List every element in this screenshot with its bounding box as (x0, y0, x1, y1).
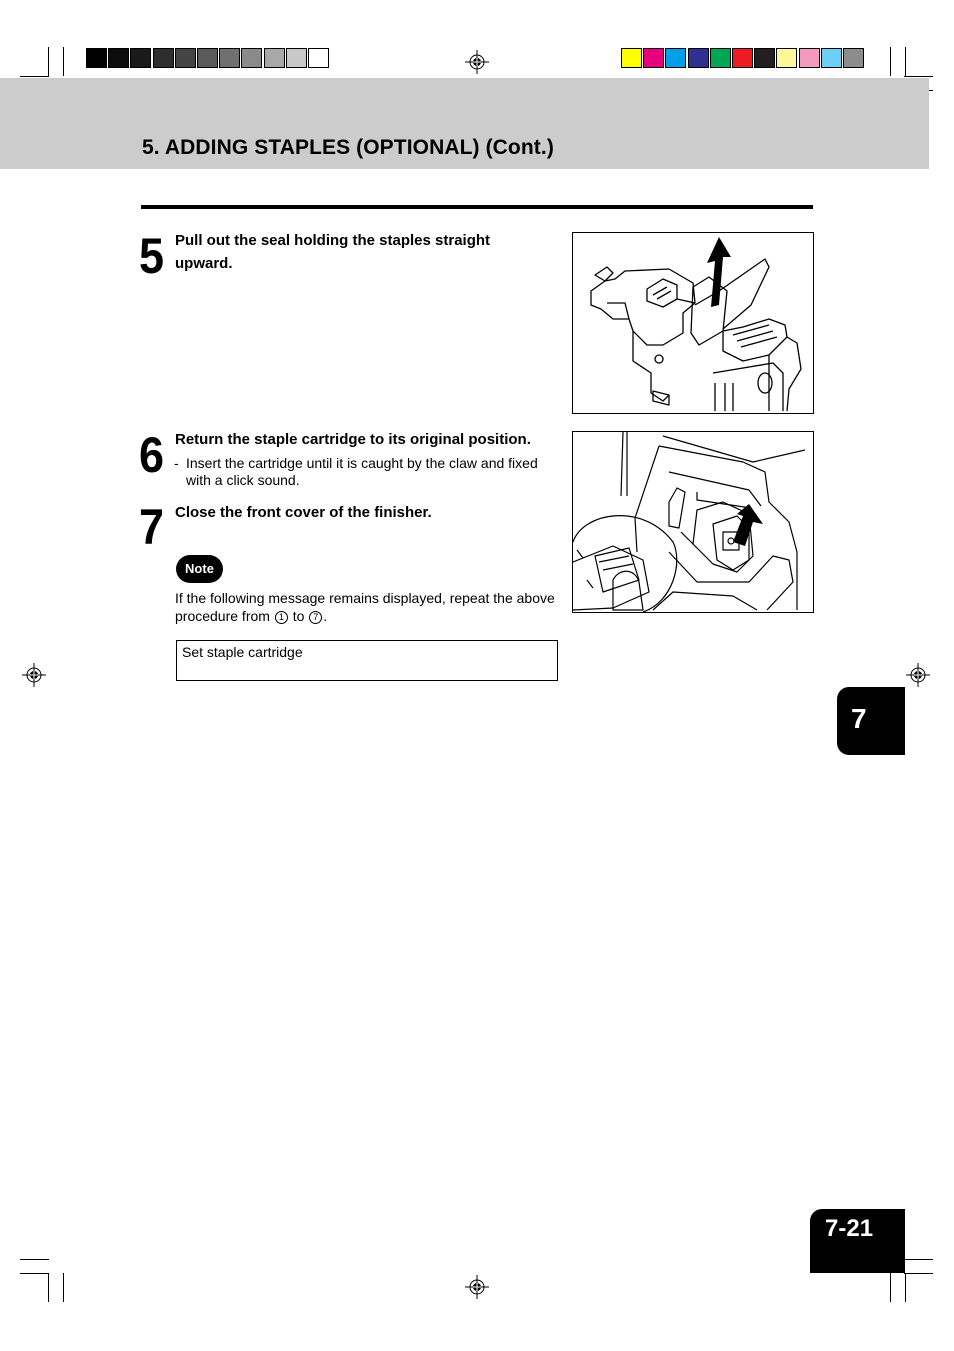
display-message: Set staple cartridge (182, 644, 303, 660)
cartridge-insert-illustration-icon (573, 432, 813, 612)
color-swatch (153, 48, 174, 68)
color-swatch (175, 48, 196, 68)
color-swatch (264, 48, 285, 68)
color-swatch (710, 48, 731, 68)
registration-mark-icon (22, 663, 46, 687)
crop-mark (48, 47, 49, 76)
crop-mark (904, 1259, 933, 1260)
instruction-line: Insert the cartridge until it is caught by the claw and fixed (186, 455, 538, 471)
crop-mark (890, 47, 891, 76)
figure-pull-seal (572, 232, 814, 414)
color-swatch (241, 48, 262, 68)
page-number-tab (810, 1209, 905, 1273)
crop-mark (20, 1259, 49, 1260)
registration-mark-icon (465, 1275, 489, 1299)
color-swatch (621, 48, 642, 68)
step-instruction (186, 455, 566, 489)
chapter-tab (837, 687, 905, 755)
note-line: If the following message remains displayed, repeat the above (175, 590, 555, 606)
display-message-box (176, 640, 558, 681)
color-swatch (732, 48, 753, 68)
step-number: 5 (139, 228, 163, 284)
chapter-number: 7 (851, 703, 867, 734)
step-ref-from: 1 (275, 611, 288, 624)
step-number: 7 (139, 499, 163, 555)
figure-insert-cartridge (572, 431, 814, 613)
color-swatch (108, 48, 129, 68)
note-text (175, 589, 570, 625)
note-line (175, 607, 570, 625)
crop-mark (63, 1273, 64, 1302)
step-title: Close the front cover of the finisher. (175, 504, 432, 521)
crop-mark (63, 47, 64, 76)
step-title (175, 229, 490, 275)
section-rule (141, 205, 813, 209)
crop-mark (48, 1273, 49, 1302)
color-swatch (821, 48, 842, 68)
color-swatch (219, 48, 240, 68)
bullet-dash: - (174, 455, 179, 471)
color-swatch (86, 48, 107, 68)
crop-mark (904, 1273, 933, 1274)
crop-mark (20, 1273, 49, 1274)
color-swatch (643, 48, 664, 68)
step-ref-to: 7 (309, 611, 322, 624)
color-swatch (688, 48, 709, 68)
instruction-line: with a click sound. (186, 472, 300, 488)
color-swatch (799, 48, 820, 68)
color-swatch (754, 48, 775, 68)
note-connector: to (292, 608, 305, 624)
section-title: 5. ADDING STAPLES (OPTIONAL) (Cont.) (142, 136, 554, 159)
crop-mark (904, 76, 933, 77)
color-swatch (776, 48, 797, 68)
stapler-seal-illustration-icon (573, 233, 813, 413)
page-number: 7-21 (825, 1215, 874, 1242)
crop-mark (890, 1273, 891, 1302)
crop-mark (905, 47, 906, 76)
note-badge: Note (176, 555, 223, 583)
note-prefix: procedure from (175, 608, 270, 624)
color-swatch (197, 48, 218, 68)
color-swatch (286, 48, 307, 68)
color-swatch (308, 48, 329, 68)
crop-mark (20, 76, 49, 77)
step-title-line: upward. (175, 255, 233, 272)
color-swatch (843, 48, 864, 68)
step-number: 6 (139, 427, 163, 483)
note-suffix: . (323, 608, 328, 624)
color-swatch (130, 48, 151, 68)
crop-mark (905, 1273, 906, 1302)
step-title-line: Pull out the seal holding the staples straight (175, 232, 491, 249)
step-title: Return the staple cartridge to its original position. (175, 431, 531, 448)
registration-mark-icon (465, 50, 489, 74)
color-swatch (665, 48, 686, 68)
registration-mark-icon (906, 663, 930, 687)
